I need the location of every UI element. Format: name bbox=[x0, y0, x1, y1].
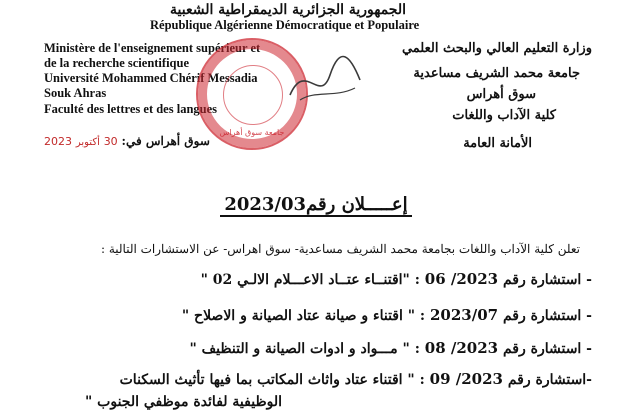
consultation-item bbox=[201, 270, 592, 288]
ar-faculty-line: كلية الآداب واللغات bbox=[452, 108, 556, 123]
date-line bbox=[44, 134, 210, 148]
consultation-item bbox=[182, 306, 592, 324]
fr-university-line: Université Mohammed Chérif Messadia bbox=[44, 71, 258, 85]
secretariat-label: الأمانة العامة bbox=[463, 136, 532, 151]
fr-republic-heading: République Algérienne Démocratique et Populaire bbox=[150, 18, 420, 32]
item-number: 09 /2023 bbox=[429, 370, 503, 388]
date-prefix: سوق أهراس في: bbox=[121, 134, 210, 148]
item-number: 08 /2023 bbox=[424, 339, 499, 357]
announcement-intro: تعلن كلية الآداب واللغات بجامعة محمد الشريف مساعدية- سوق اهراس- عن الاستشارات التالية : bbox=[100, 242, 580, 256]
date-day: 30 bbox=[103, 135, 118, 148]
fr-ministry-line: Ministère de l'enseignement supérieur et bbox=[44, 41, 261, 55]
item-prefix: - استشارة رقم bbox=[502, 272, 592, 288]
date-year: 2023 bbox=[44, 135, 72, 148]
announcement-title-text: إعـــــلان رقم2023/03 bbox=[220, 194, 411, 217]
item-subject: : " اقتناء و صيانة عتاد الصيانة و الاصلاح " bbox=[181, 308, 426, 324]
ar-city-line: سوق أهراس bbox=[466, 87, 536, 102]
item-prefix: - استشارة رقم bbox=[502, 341, 592, 357]
consultation-item bbox=[120, 370, 592, 388]
item-subject: : " مـــواد و ادوات الصيانة و التنظيف " bbox=[189, 341, 420, 357]
announcement-title bbox=[0, 194, 632, 215]
consultation-item bbox=[190, 339, 593, 357]
ar-university-line: جامعة محمد الشريف مساعدية bbox=[413, 66, 580, 81]
item-number: 2023/07 bbox=[429, 306, 499, 324]
stamp-label: جامعة سوق أهراس bbox=[219, 128, 285, 137]
date-month: أكتوبر bbox=[75, 137, 100, 148]
fr-faculty-line: Faculté des lettres et des langues bbox=[44, 102, 218, 116]
fr-research-line: de la recherche scientifique bbox=[44, 56, 189, 70]
item-subject: : "اقتنــاء عتــاد الاعـــلام الالـي 02 " bbox=[200, 272, 420, 288]
item-subject: : " اقتناء عتاد واثاث المكاتب بما فيها تأثيث السكنات bbox=[119, 372, 425, 388]
signature-mark bbox=[285, 50, 365, 110]
item-prefix: -استشارة رقم bbox=[507, 372, 592, 388]
item-prefix: - استشارة رقم bbox=[502, 308, 592, 324]
ar-republic-heading: الجمهورية الجزائرية الديمقراطية الشعبية bbox=[170, 2, 407, 18]
consultation-item-continuation: الوظيفية لفائدة موظفي الجنوب " bbox=[84, 394, 282, 410]
item-number: 06 /2023 bbox=[424, 270, 499, 288]
fr-city-line: Souk Ahras bbox=[44, 86, 107, 100]
stamp-inner-ring bbox=[223, 65, 283, 125]
ar-ministry-line: وزارة التعليم العالي والبحث العلمي bbox=[401, 41, 592, 56]
